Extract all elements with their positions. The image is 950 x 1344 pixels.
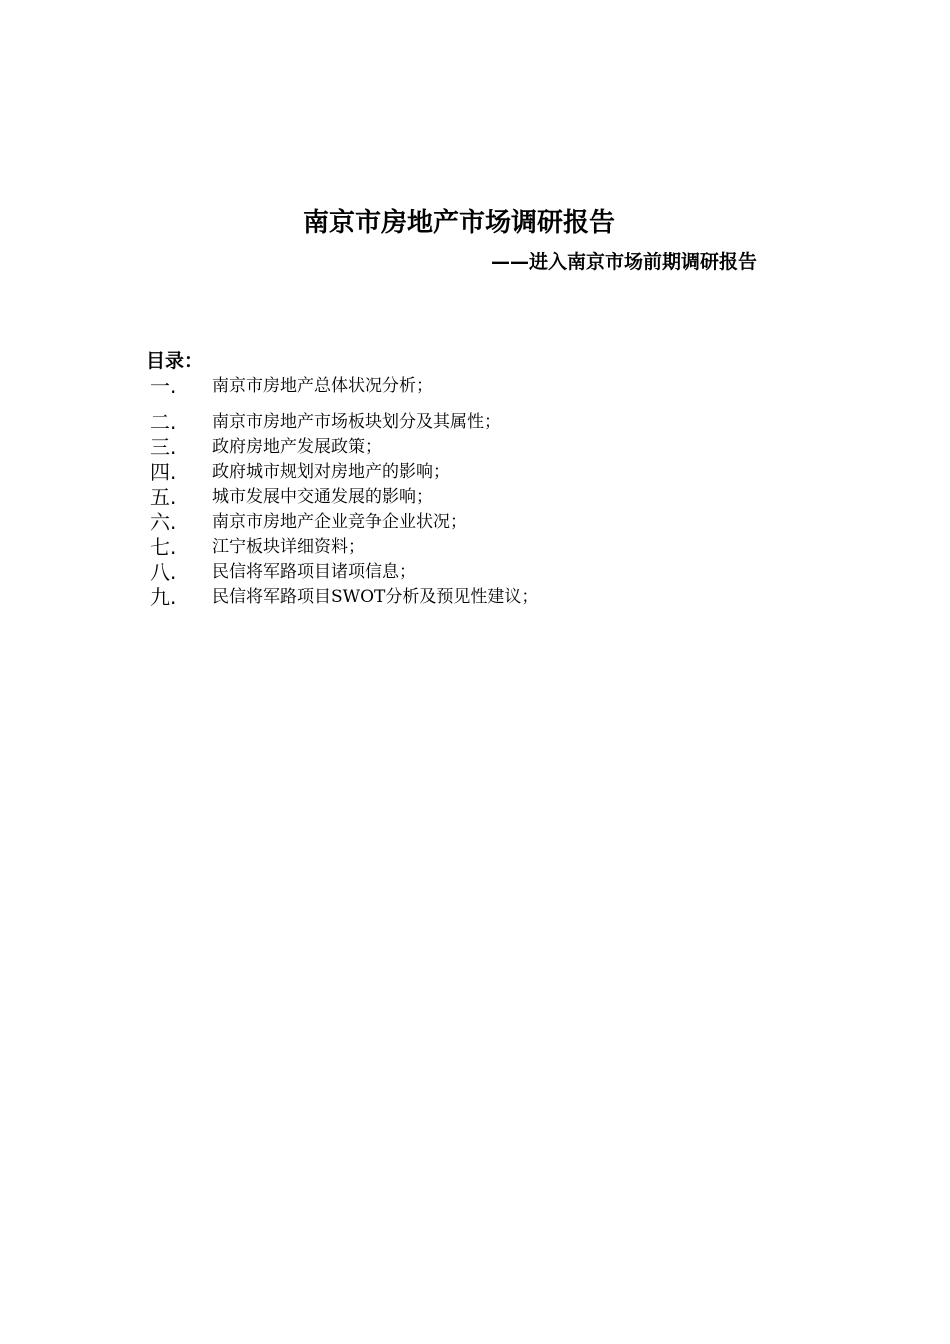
toc-item-number: 四.	[150, 460, 177, 484]
toc-item-text: 政府城市规划对房地产的影响；	[212, 462, 450, 482]
toc-item-number: 九.	[150, 585, 177, 609]
toc-item	[150, 435, 538, 460]
toc-item	[150, 485, 538, 510]
toc-item-text: 江宁板块详细资料；	[212, 537, 365, 557]
toc-heading: 目录：	[146, 350, 204, 372]
toc-item	[150, 410, 538, 435]
document-subtitle: ——进入南京市场前期调研报告	[490, 251, 757, 273]
toc-item-number: 五.	[150, 485, 177, 509]
toc-item-text: 政府房地产发展政策；	[212, 437, 382, 457]
toc-item	[150, 560, 538, 585]
toc-item-number: 七.	[150, 535, 177, 559]
toc-item	[150, 374, 538, 399]
toc-item	[150, 585, 538, 610]
toc-item-number: 二.	[150, 410, 177, 434]
toc-item	[150, 460, 538, 485]
toc-item-number: 六.	[150, 510, 177, 534]
table-of-contents	[150, 374, 538, 610]
toc-item-text: 民信将军路项目诸项信息；	[212, 562, 416, 582]
toc-item-text: 南京市房地产企业竞争企业状况；	[212, 512, 467, 532]
toc-item-number: 三.	[150, 435, 177, 459]
toc-item-text: 城市发展中交通发展的影响；	[212, 487, 433, 507]
toc-item-text: 民信将军路项目SWOT分析及预见性建议；	[212, 587, 539, 607]
toc-item	[150, 535, 538, 560]
toc-item-number: 一.	[150, 374, 177, 398]
toc-item-text: 南京市房地产市场板块划分及其属性；	[212, 412, 501, 432]
toc-item-number: 八.	[150, 560, 177, 584]
toc-item	[150, 510, 538, 535]
toc-item-text: 南京市房地产总体状况分析；	[212, 376, 433, 396]
document-title: 南京市房地产市场调研报告	[302, 208, 615, 238]
